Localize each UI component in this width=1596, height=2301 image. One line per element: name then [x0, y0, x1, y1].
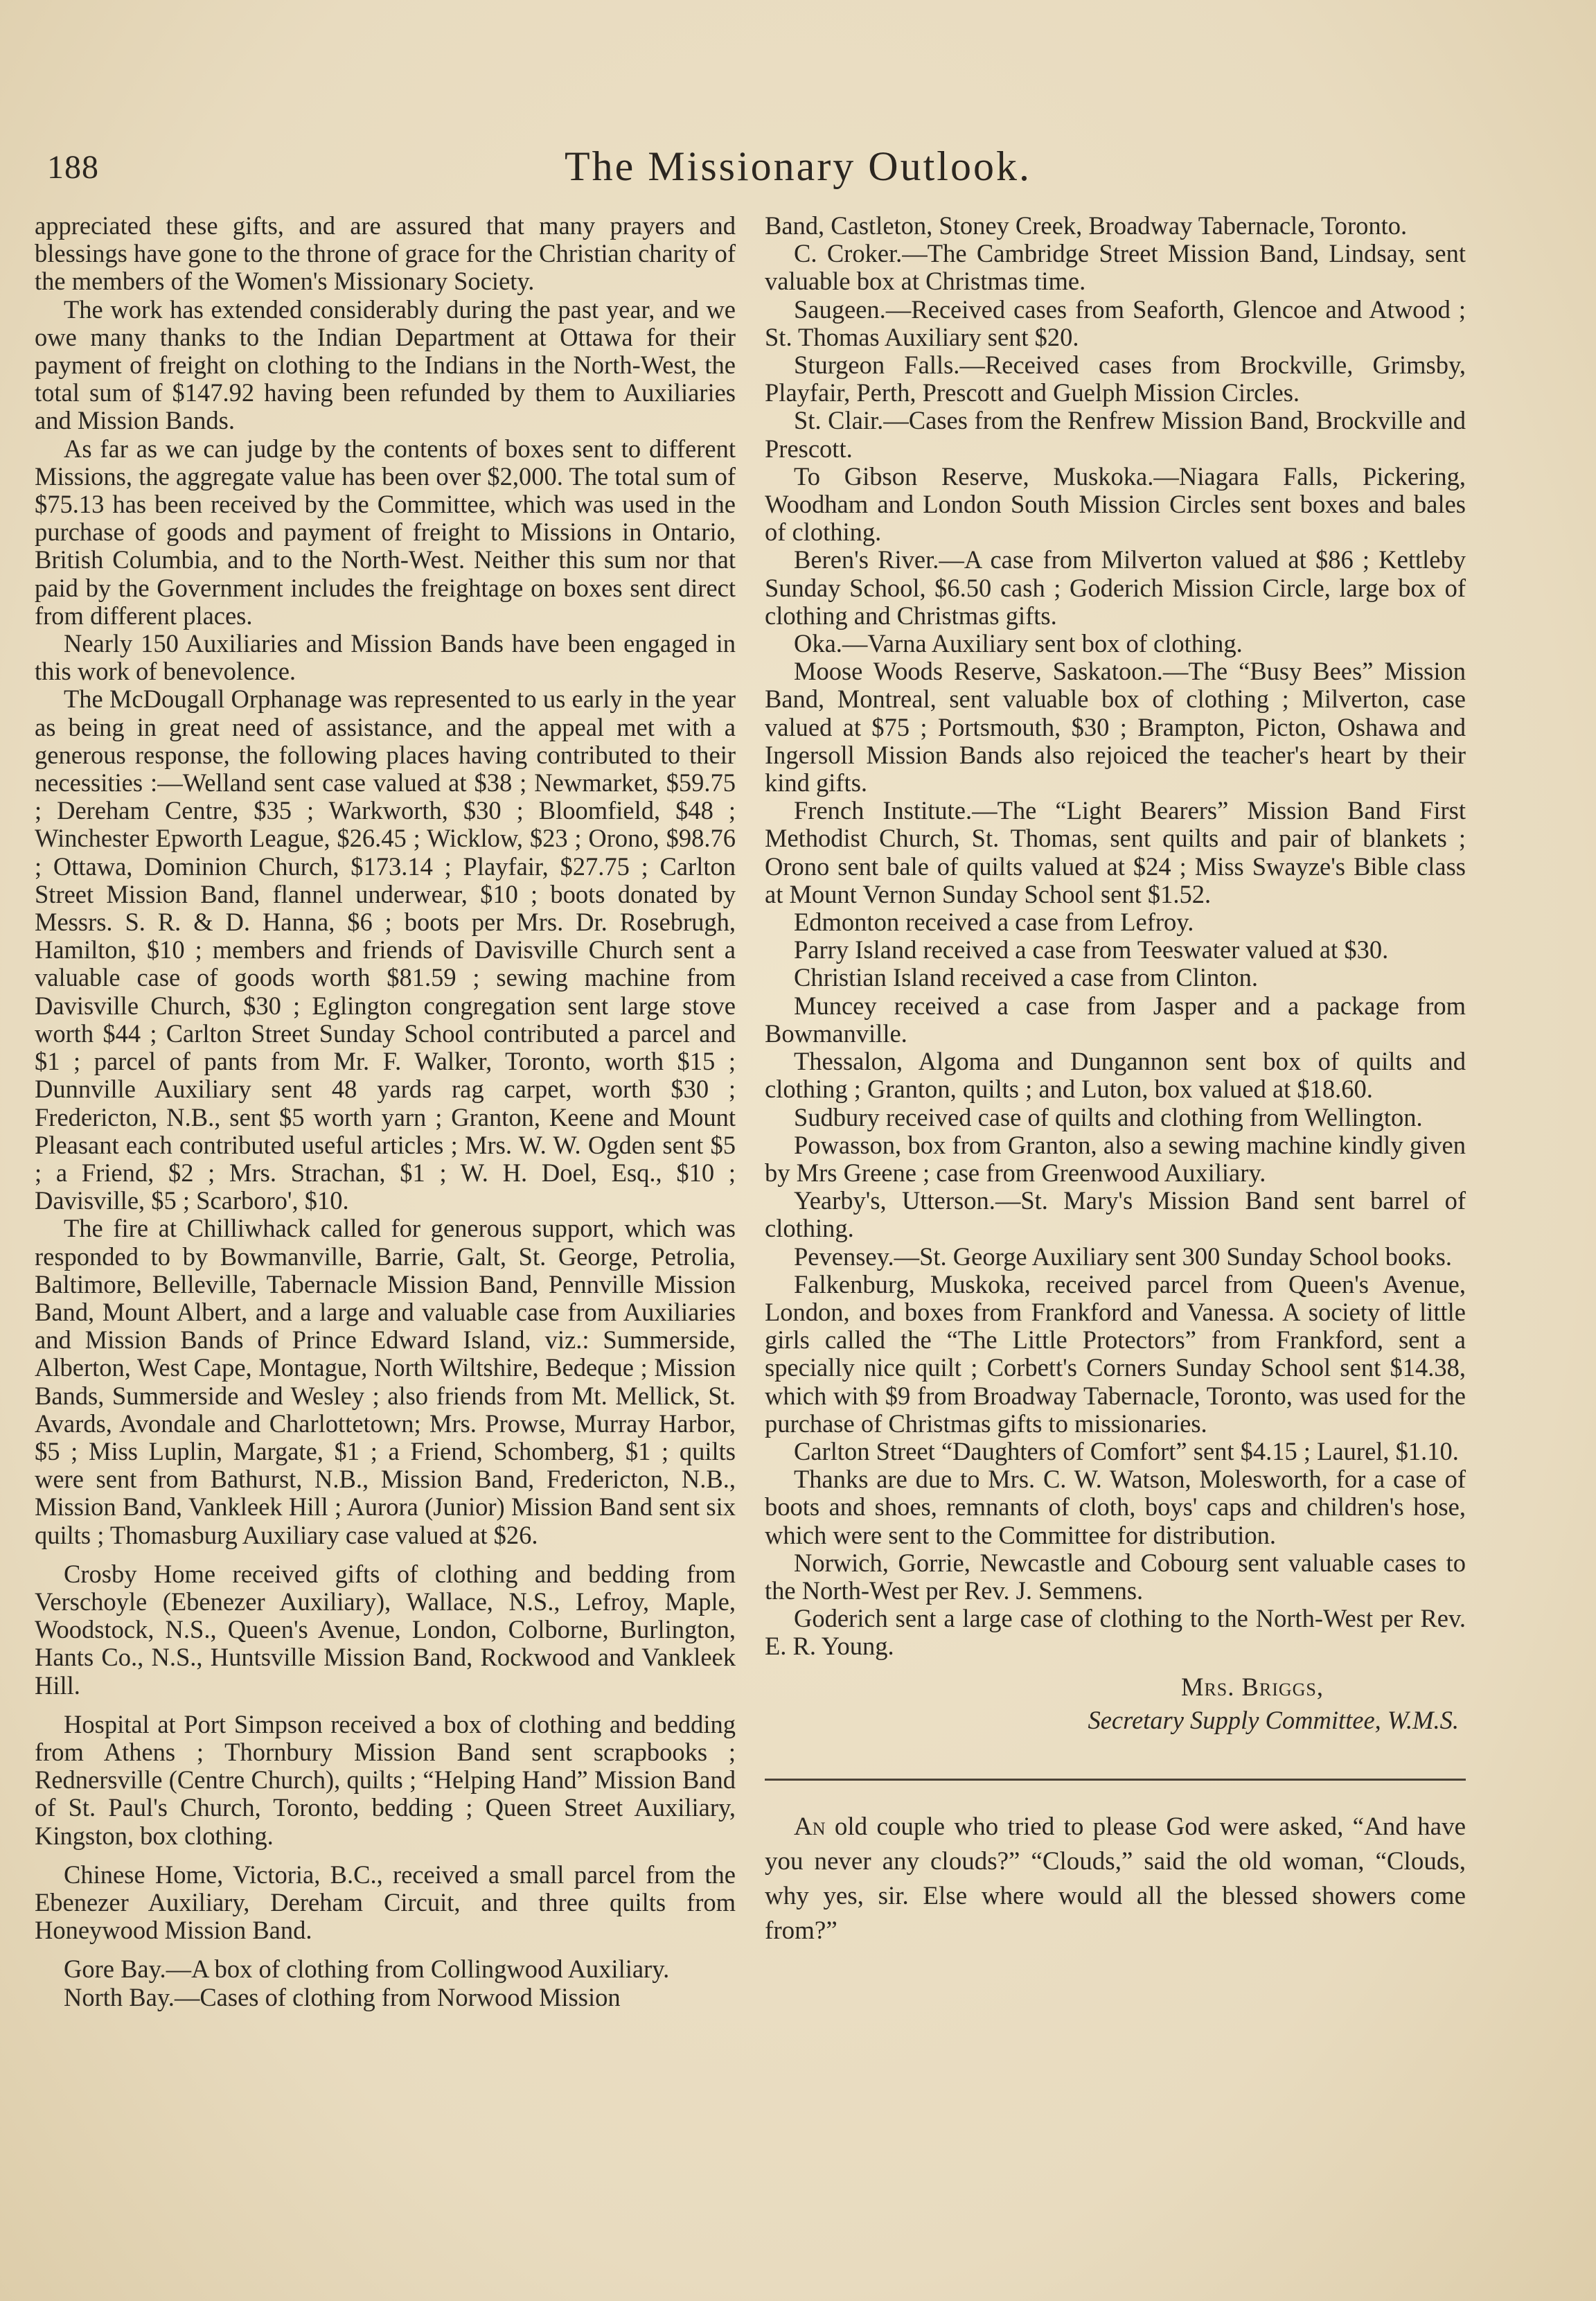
paragraph: Moose Woods Reserve, Saskatoon.—The “Busy Bees” Mission Band, Montreal, sent valuable box of clothing ; Milverton, case valued at $75 ; Portsmouth, $30 ; Brampton, Picton, Oshawa and Ingersoll Mission Bands also rejoiced the teacher's heart by their kind gifts. [765, 657, 1466, 797]
paragraph: Christian Island received a case from Clinton. [794, 963, 1258, 992]
anecdote [765, 1810, 1466, 1948]
paragraph: Sturgeon Falls.—Received cases from Brockville, Grimsby, Playfair, Perth, Prescott and Guelph Mission Circles. [765, 351, 1466, 407]
paragraph: As far as we can judge by the contents of boxes sent to different Missions, the aggregate value has been over $2,000. The total sum of $75.13 has been received by the Committee, which was used in the purchase of goods and payment of freight to Missions in Ontario, British Columbia, and to the North-West. Neither this sum nor that paid by the Government includes the freightage on boxes sent direct from different places. [35, 434, 736, 630]
anecdote-lead: An [794, 1812, 826, 1841]
paragraph: Band, Castleton, Stoney Creek, Broadway Tabernacle, Toronto. [765, 211, 1408, 240]
signature-title: Secretary Supply Committee, W.M.S. [1088, 1705, 1459, 1734]
paragraph: Edmonton received a case from Lefroy. [794, 908, 1194, 937]
paragraph: Sudbury received case of quilts and clothing from Wellington. [794, 1102, 1423, 1131]
left-column [35, 212, 736, 2011]
anecdote-text: old couple who tried to please God were asked, “And have you never any clouds?” “Clouds,” said the old woman, “Clouds, why yes, sir. Else where would all the blessed showers come from?” [765, 1812, 1466, 1945]
paragraph: Goderich sent a large case of clothing to the North-West per Rev. E. R. Young. [765, 1604, 1466, 1661]
paragraph: Saugeen.—Received cases from Seaforth, Glencoe and Atwood ; St. Thomas Auxiliary sent $20. [765, 294, 1466, 351]
paragraph: Thanks are due to Mrs. C. W. Watson, Molesworth, for a case of boots and shoes, remnants of cloth, boys' caps and children's hose, which were sent to the Committee for distribution. [765, 1465, 1466, 1549]
paragraph: Beren's River.—A case from Milverton valued at $86 ; Kettleby Sunday School, $6.50 cash ; Goderich Mission Circle, large box of clothing and Christmas gifts. [765, 545, 1466, 630]
paragraph: Pevensey.—St. George Auxiliary sent 300 Sunday School books. [794, 1242, 1452, 1271]
paragraph: St. Clair.—Cases from the Renfrew Mission Band, Brockville and Prescott. [765, 406, 1466, 463]
paragraph: Yearby's, Utterson.—St. Mary's Mission Band sent barrel of clothing. [765, 1186, 1466, 1243]
paragraph: Gore Bay.—A box of clothing from Collingwood Auxiliary. [64, 1955, 670, 1984]
right-column [765, 212, 1466, 1948]
paragraph: Norwich, Gorrie, Newcastle and Cobourg sent valuable cases to the North-West per Rev. J. Semmens. [765, 1548, 1466, 1605]
paragraph: The McDougall Orphanage was represented to us early in the year as being in great need of assistance, and the appeal met with a generous response, the following places having contributed to their necessities :—Welland sent case valued at $38 ; Newmarket, $59.75 ; Dereham Centre, $35 ; Warkworth, $30 ; Bloomfield, $48 ; Winchester Epworth League, $26.45 ; Wicklow, $23 ; Orono, $98.76 ; Ottawa, Dominion Church, $173.14 ; Playfair, $27.75 ; Carlton Street Mission Band, flannel underwear, $10 ; boots donated by Messrs. S. R. & D. Hanna, $6 ; boots per Mrs. Dr. Rosebrugh, Hamilton, $10 ; members and friends of Davisville Church sent a valuable case of goods worth $81.59 ; sewing machine from Davisville Church, $30 ; Eglington congregation sent large stove worth $44 ; Carlton Street Sunday School contributed a parcel and $1 ; parcel of pants from Mr. F. Walker, Toronto, worth $15 ; Dunnville Auxiliary sent 48 yards rag carpet, worth $30 ; Fredericton, N.B., sent $5 worth yarn ; Granton, Keene and Mount Pleasant each contributed useful articles ; Mrs. W. W. Ogden sent $5 ; a Friend, $2 ; Mrs. Strachan, $1 ; W. H. Doel, Esq., $10 ; Davisville, $5 ; Scarboro', $10. [35, 685, 736, 1215]
paragraph: Hospital at Port Simpson received a box of clothing and bedding from Athens ; Thornbury Mission Band sent scrapbooks ; Rednersville (Centre Church), quilts ; “Helping Hand” Mission Band of St. Paul's Church, Toronto, bedding ; Queen Street Auxiliary, Kingston, box clothing. [35, 1709, 736, 1850]
paragraph: C. Croker.—The Cambridge Street Mission Band, Lindsay, sent valuable box at Christmas time. [765, 239, 1466, 296]
paragraph: North Bay.—Cases of clothing from Norwood Mission [64, 1982, 621, 2011]
paragraph: Crosby Home received gifts of clothing and bedding from Verschoyle (Ebenezer Auxiliary), Wallace, N.S., Lefroy, Maple, Woodstock, N.S., Queen's Avenue, London, Colborne, Burlington, Hants Co., N.S., Huntsville Mission Band, Rockwood and Vankleek Hill. [35, 1559, 736, 1700]
running-title: The Missionary Outlook. [565, 143, 1031, 189]
paragraph: Thessalon, Algoma and Dungannon sent box of quilts and clothing ; Granton, quilts ; and Luton, box valued at $18.60. [765, 1047, 1466, 1104]
paragraph: Parry Island received a case from Teeswater valued at $30. [794, 935, 1389, 964]
paragraph: The work has extended considerably during the past year, and we owe many thanks to the Indian Department at Ottawa for their payment of freight on clothing to the Indians in the North-West, the total sum of $147.92 having been refunded by them to Auxiliaries and Mission Bands. [35, 294, 736, 435]
paragraph: Oka.—Varna Auxiliary sent box of clothing. [794, 629, 1243, 658]
paragraph: Chinese Home, Victoria, B.C., received a small parcel from the Ebenezer Auxiliary, Dereham Circuit, and three quilts from Honeywood Mission Band. [35, 1860, 736, 1945]
signature-name: Mrs. Briggs, [1181, 1672, 1324, 1701]
section-divider [765, 1779, 1466, 1781]
paragraph: The fire at Chilliwhack called for generous support, which was responded to by Bowmanville, Barrie, Galt, St. George, Petrolia, Baltimore, Belleville, Tabernacle Mission Band, Pennville Mission Band, Mount Albert, and a large and valuable case from Auxiliaries and Mission Bands of Prince Edward Island, viz.: Summerside, Alberton, West Cape, Montague, North Wiltshire, Bedeque ; Mission Bands, Summerside and Wesley ; also friends from Mt. Mellick, St. Avards, Avondale and Charlottetown; Mrs. Prowse, Murray Harbor, $5 ; Miss Luplin, Margate, $1 ; a Friend, Schomberg, $1 ; quilts were sent from Bathurst, N.B., Mission Band, Fredericton, N.B., Mission Band, Vankleek Hill ; Aurora (Junior) Mission Band sent six quilts ; Thomasburg Auxiliary case valued at $26. [35, 1214, 736, 1549]
paragraph: Muncey received a case from Jasper and a package from Bowmanville. [765, 991, 1466, 1048]
paragraph: To Gibson Reserve, Muskoka.—Niagara Falls, Pickering, Woodham and London South Mission Circles sent boxes and bales of clothing. [765, 461, 1466, 547]
paragraph: Nearly 150 Auxiliaries and Mission Bands have been engaged in this work of benevolence. [35, 629, 736, 686]
page-number: 188 [47, 149, 99, 186]
paragraph: appreciated these gifts, and are assured that many prayers and blessings have gone to the throne of grace for the Christian charity of the members of the Women's Missionary Society. [35, 211, 736, 296]
paragraph: French Institute.—The “Light Bearers” Mission Band First Methodist Church, St. Thomas, sent quilts and pair of blankets ; Orono sent bale of quilts valued at $24 ; Miss Swayze's Bible class at Mount Vernon Sunday School sent $1.52. [765, 796, 1466, 908]
paragraph: Carlton Street “Daughters of Comfort” sent $4.15 ; Laurel, $1.10. [794, 1436, 1459, 1465]
paragraph: Falkenburg, Muskoka, received parcel from Queen's Avenue, London, and boxes from Frankford and Vanessa. A society of little girls called the “The Little Protectors” from Frankford, sent a specially nice quilt ; Corbett's Corners Sunday School sent $14.38, which with $9 from Broadway Tabernacle, Toronto, was used for the purchase of Christmas gifts to missionaries. [765, 1269, 1466, 1438]
paragraph: Powasson, box from Granton, also a sewing machine kindly given by Mrs Greene ; case from Greenwood Auxiliary. [765, 1130, 1466, 1187]
